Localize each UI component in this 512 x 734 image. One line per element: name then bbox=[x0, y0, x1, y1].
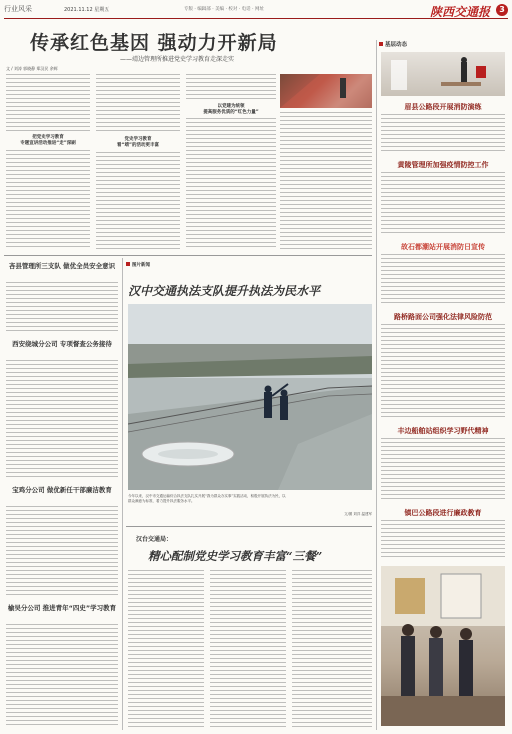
photo-caption: 今年以来，汉中市交通运输综合执法支队扎实开展“我为群众办实事”实践活动，积极开展执法为民，以群众满意为标准，着力提升执法服务水平。 bbox=[128, 494, 286, 503]
masthead-info: 专版 · 编辑部 · 美编 · 校对 · 电话 · 网址 bbox=[184, 7, 264, 12]
feature-title: 精心配制党史学习教育丰富“三餐” bbox=[148, 549, 323, 563]
article-text bbox=[210, 570, 286, 730]
article-text bbox=[6, 282, 118, 334]
photo-news-title: 汉中交通执法支队提升执法为民水平 bbox=[128, 284, 321, 298]
article-subhead-1: 把党史学习教育 专题宣讲活动推进“走”深刷 bbox=[20, 135, 76, 146]
article-text bbox=[186, 74, 276, 100]
sidebar-title-4: 路桥路面公司强化法律风险防范 bbox=[394, 313, 492, 321]
article-subhead-2: 党史学习教育 看“靖”的活动更丰富 bbox=[117, 137, 159, 148]
article-text bbox=[381, 324, 505, 420]
photo-credit: 文/图 刘洋 温建军 bbox=[344, 512, 372, 516]
article-text bbox=[6, 506, 118, 598]
divider bbox=[126, 526, 372, 527]
byline: 文 / 刘涛 郭晓静 郑汉民 余辉 bbox=[6, 66, 58, 71]
column-divider bbox=[122, 258, 123, 730]
article-text bbox=[6, 74, 90, 132]
photo-news-label: 图片新闻 bbox=[126, 262, 150, 268]
sidebar-title-6: 镇巴公路段进行廉政教育 bbox=[404, 509, 482, 517]
issue-date: 2021.11.12 星期五 bbox=[64, 7, 110, 13]
sidebar-head: 基层动态 bbox=[379, 40, 407, 48]
article-text bbox=[381, 172, 505, 236]
left-article-title-1: 吝县管理所三支队 做优全员安全意识 bbox=[8, 262, 116, 270]
article-text bbox=[381, 114, 505, 154]
page-number: 3 bbox=[496, 4, 508, 16]
article-text bbox=[96, 74, 180, 134]
article-text bbox=[6, 150, 90, 250]
sidebar bbox=[376, 40, 507, 730]
main-subheadline: ——靖边管理所推进党史学习教育走深走实 bbox=[120, 56, 235, 63]
left-article-title-4: 榆吴分公司 推进青年“四史”学习教育 bbox=[7, 604, 117, 612]
masthead: 陕西交通报 bbox=[429, 5, 490, 19]
left-article-title-2: 西安绕城分公司 专项督查公务接待 bbox=[12, 340, 112, 348]
sidebar-title-2: 黄陵管理所加强疫情防控工作 bbox=[397, 161, 489, 169]
drill-photo bbox=[381, 52, 505, 96]
article-text bbox=[6, 360, 118, 480]
sidebar-title-5: 丰边船舶站组织学习野代精神 bbox=[397, 427, 489, 435]
feature-sub-label: 汉台交通局： bbox=[136, 536, 173, 543]
education-photo bbox=[381, 566, 505, 726]
article-text bbox=[381, 254, 505, 306]
main-headline: 传承红色基因 强动力开新局 bbox=[30, 32, 278, 54]
stairs-photo bbox=[280, 74, 372, 108]
left-article-title-3: 宝鸡分公司 做优新任干部廉洁教育 bbox=[12, 486, 112, 494]
sidebar-title-3: 故石都潮站开展消防日宣传 bbox=[401, 243, 485, 251]
article-text bbox=[128, 570, 204, 730]
article-text bbox=[292, 570, 372, 730]
divider bbox=[4, 255, 372, 256]
article-text bbox=[381, 520, 505, 560]
sidebar-title-1: 眉县公路段开展消防演练 bbox=[404, 103, 482, 111]
riverbank-photo bbox=[128, 304, 372, 490]
article-text bbox=[381, 438, 505, 500]
article-text bbox=[96, 152, 180, 250]
article-text bbox=[6, 624, 118, 728]
article-subhead-3: 以党建为统领 提高服务优质的“红色力量” bbox=[203, 104, 259, 115]
article-text bbox=[280, 112, 372, 250]
article-text bbox=[186, 118, 276, 250]
page-header bbox=[4, 4, 508, 19]
section-tag: 行业风采 bbox=[4, 5, 32, 13]
